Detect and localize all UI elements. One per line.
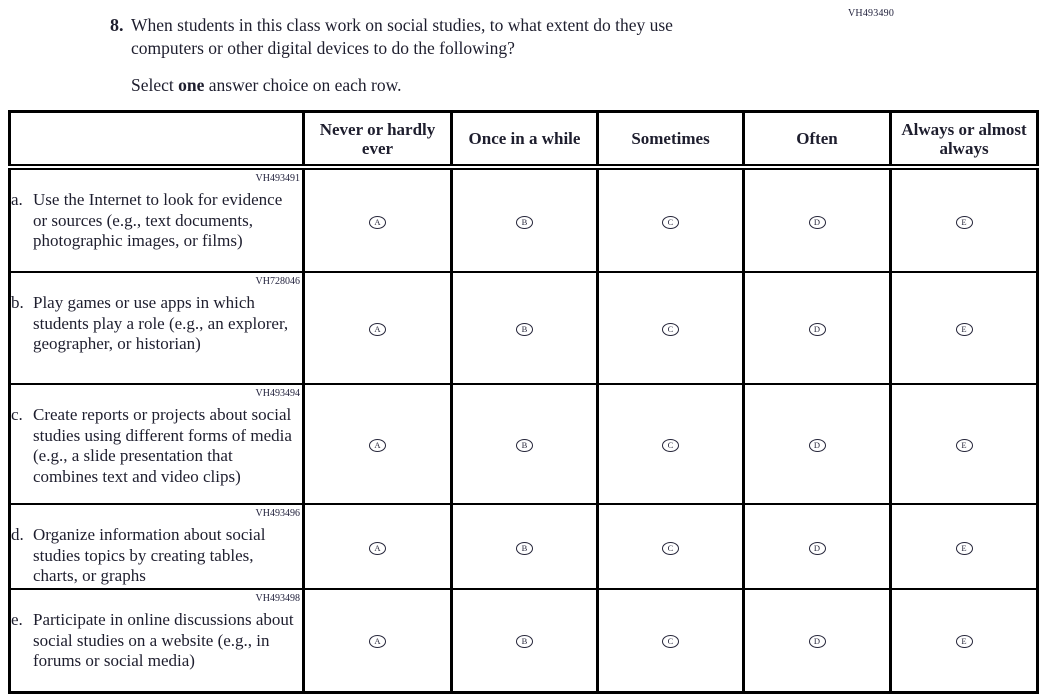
- option-cell: [452, 504, 598, 589]
- option-cell: [744, 384, 891, 504]
- answer-bubble-c[interactable]: [662, 439, 679, 452]
- bubble-letter: C: [667, 440, 674, 450]
- option-cell: [598, 504, 744, 589]
- question-number: 8.: [110, 15, 124, 35]
- option-cell: [304, 167, 452, 272]
- item-cell-e: [10, 589, 304, 692]
- instruction-suffix: answer choice on each row.: [204, 75, 402, 95]
- option-cell: [891, 589, 1038, 692]
- bubble-letter: E: [961, 636, 967, 647]
- answer-bubble-e[interactable]: [956, 439, 973, 452]
- option-cell: [891, 167, 1038, 272]
- option-cell: [598, 384, 744, 504]
- bubble-letter: A: [374, 636, 381, 647]
- item-statement: [11, 525, 302, 587]
- answer-bubble-b[interactable]: [516, 216, 533, 229]
- item-text: Play games or use apps in which students play a role (e.g., an explorer, geographer, or historian): [33, 293, 289, 353]
- answer-bubble-c[interactable]: [662, 635, 679, 648]
- answer-bubble-a[interactable]: [369, 216, 386, 229]
- table-row-c: [10, 384, 1038, 504]
- answer-bubble-a[interactable]: [369, 635, 386, 648]
- option-cell: [598, 272, 744, 384]
- column-header-always: Always or almost always: [891, 112, 1038, 168]
- item-cell-d: [10, 504, 304, 589]
- table-row-d: [10, 504, 1038, 589]
- answer-bubble-d[interactable]: [809, 635, 826, 648]
- bubble-letter: D: [813, 440, 821, 450]
- bubble-letter: E: [961, 542, 967, 553]
- option-cell: [891, 272, 1038, 384]
- option-cell: [452, 167, 598, 272]
- bubble-letter: E: [961, 324, 967, 334]
- item-cell-b: [10, 272, 304, 384]
- instruction-bold-word: one: [178, 75, 205, 95]
- bubble-letter: C: [667, 216, 674, 227]
- bubble-letter: A: [374, 216, 381, 227]
- bubble-letter: B: [521, 216, 528, 227]
- option-cell: [304, 589, 452, 692]
- column-header-stub: [10, 112, 304, 168]
- option-cell: [452, 384, 598, 504]
- row-code: VH728046: [255, 276, 300, 287]
- column-header-once-in-a-while: Once in a while: [452, 112, 598, 168]
- item-letter: b.: [11, 293, 24, 312]
- item-cell-c: [10, 384, 304, 504]
- answer-bubble-b[interactable]: [516, 439, 533, 452]
- item-statement: [11, 190, 302, 252]
- item-text: Organize information about social studies topics by creating tables, charts, or graphs: [33, 525, 266, 585]
- answer-bubble-b[interactable]: [516, 323, 533, 336]
- item-text: Create reports or projects about social studies using different forms of media (e.g., a slide presentation that combines text and video clips): [33, 405, 292, 486]
- answer-bubble-d[interactable]: [809, 542, 826, 555]
- answer-bubble-b[interactable]: [516, 635, 533, 648]
- answer-bubble-c[interactable]: [662, 323, 679, 336]
- answer-bubble-a[interactable]: [369, 323, 386, 336]
- option-cell: [452, 589, 598, 692]
- answer-bubble-c[interactable]: [662, 542, 679, 555]
- option-cell: [598, 167, 744, 272]
- row-code: VH493491: [255, 173, 300, 184]
- item-statement: [11, 610, 302, 672]
- item-letter: a.: [11, 190, 23, 209]
- response-grid-table: [8, 110, 1039, 694]
- question-line-1: When students in this class work on social studies, to what extent do they use: [131, 15, 673, 35]
- answer-bubble-c[interactable]: [662, 216, 679, 229]
- item-statement: [11, 405, 302, 487]
- question-accession-code: VH493490: [848, 8, 895, 19]
- bubble-letter: C: [667, 636, 674, 647]
- option-cell: [891, 504, 1038, 589]
- option-cell: [304, 272, 452, 384]
- answer-bubble-a[interactable]: [369, 542, 386, 555]
- bubble-letter: A: [374, 440, 381, 450]
- bubble-letter: D: [813, 542, 821, 553]
- answer-bubble-d[interactable]: [809, 323, 826, 336]
- bubble-letter: B: [521, 440, 528, 450]
- answer-bubble-d[interactable]: [809, 216, 826, 229]
- bubble-letter: D: [813, 636, 821, 647]
- table-row-b: [10, 272, 1038, 384]
- row-code: VH493496: [255, 508, 300, 519]
- bubble-letter: B: [521, 542, 528, 553]
- bubble-letter: A: [374, 542, 381, 553]
- question-text: [131, 14, 771, 97]
- item-letter: c.: [11, 405, 23, 424]
- column-header-often: Often: [744, 112, 891, 168]
- item-text: Participate in online discussions about social studies on a website (e.g., in forums or social media): [33, 610, 294, 670]
- bubble-letter: B: [521, 636, 528, 647]
- instruction-prefix: Select: [131, 75, 179, 95]
- answer-bubble-b[interactable]: [516, 542, 533, 555]
- item-statement: [11, 293, 302, 355]
- bubble-letter: C: [667, 542, 674, 553]
- option-cell: [452, 272, 598, 384]
- question-block: [110, 14, 771, 97]
- header-row: [10, 112, 1038, 168]
- option-cell: [598, 589, 744, 692]
- question-instruction: [131, 74, 771, 97]
- option-cell: [891, 384, 1038, 504]
- bubble-letter: D: [813, 216, 821, 227]
- item-text: Use the Internet to look for evidence or sources (e.g., text documents, photographic images, or films): [33, 190, 283, 250]
- option-cell: [744, 589, 891, 692]
- option-cell: [744, 167, 891, 272]
- bubble-letter: B: [521, 324, 528, 334]
- bubble-letter: D: [813, 324, 821, 334]
- table-row-e: [10, 589, 1038, 692]
- question-line-2: computers or other digital devices to do the following?: [131, 38, 515, 58]
- bubble-letter: E: [961, 440, 967, 450]
- option-cell: [304, 504, 452, 589]
- row-code: VH493498: [255, 593, 300, 604]
- bubble-letter: A: [374, 324, 381, 334]
- item-cell-a: [10, 167, 304, 272]
- column-header-sometimes: Sometimes: [598, 112, 744, 168]
- answer-bubble-e[interactable]: [956, 542, 973, 555]
- answer-bubble-e[interactable]: [956, 323, 973, 336]
- bubble-letter: E: [961, 216, 967, 227]
- row-code: VH493494: [255, 388, 300, 399]
- column-header-never: Never or hardly ever: [304, 112, 452, 168]
- answer-bubble-a[interactable]: [369, 439, 386, 452]
- item-letter: e.: [11, 610, 23, 629]
- option-cell: [304, 384, 452, 504]
- table-row-a: [10, 167, 1038, 272]
- answer-bubble-e[interactable]: [956, 216, 973, 229]
- option-cell: [744, 272, 891, 384]
- answer-bubble-d[interactable]: [809, 439, 826, 452]
- bubble-letter: C: [667, 324, 674, 334]
- item-letter: d.: [11, 525, 24, 544]
- option-cell: [744, 504, 891, 589]
- answer-bubble-e[interactable]: [956, 635, 973, 648]
